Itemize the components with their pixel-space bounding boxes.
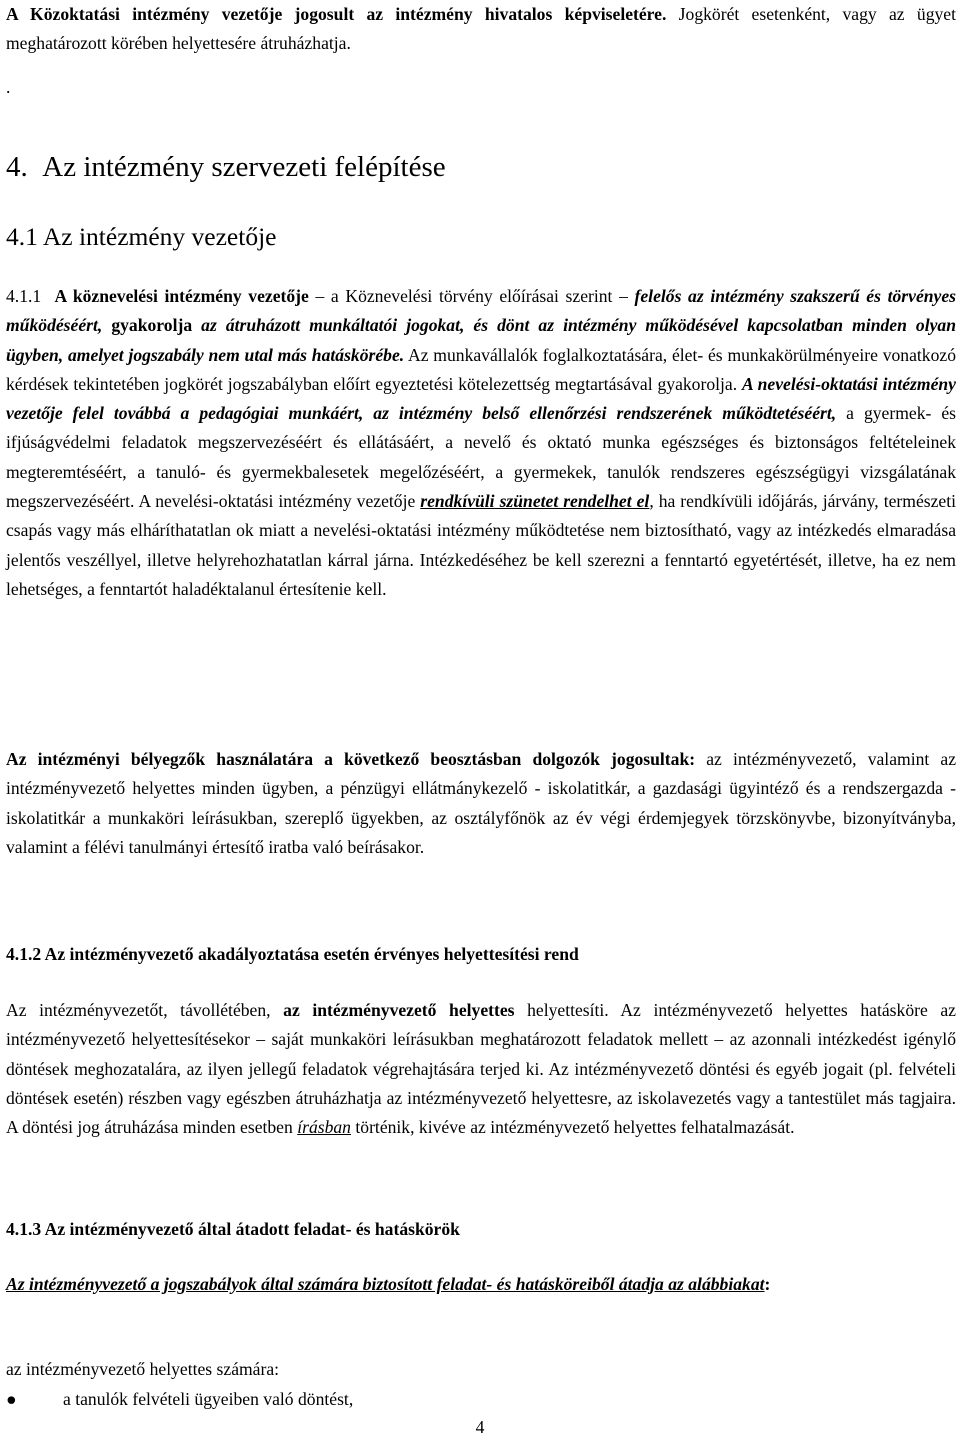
child-protection-text: a gyermek- és ifjúságvédelmi feladatok megszervezéséért és ellátásáért, a nevelő és oktató munka egészséges és biztonságos feltételeinek megteremtéséért, a tanuló- és gyermekbalesetek megelőzéséért, a gyermekek, tanulók rendszeres egészségügyi vizsgálatának megszervezéséért. A nevelési-oktatási intézmény vezetője [6, 403, 956, 512]
stamp-usage-rest-text: az intézményvezető, valamint az intézményvezető helyettes minden ügyben, a pénzügyi ellátmánykezelő - iskolatitkár, a gazdasági ügyintéző és a rendszergazda - iskolatitkár a munkaköri leírásukban, szereplő ügyekben, az osztályfőnök az év végi érdemjegyek törzskönyvbe, bizonyítványba, valamint a félévi tanulmányi értesítő iratba való beírásakor. [6, 749, 957, 857]
deputy-label: az intézményvezető helyettes számára: [6, 1359, 280, 1379]
exercises-text: gyakorolja [102, 315, 202, 336]
section-4-1-title: Az intézmény vezetője [42, 222, 277, 251]
section-4-1-heading [6, 222, 956, 252]
delegation-intro-colon: : [764, 1274, 771, 1294]
section-4-number: 4. [6, 151, 28, 183]
substitution-text-3: történik, kivéve az intézményvezető helyettes felhatalmazását. [350, 1117, 795, 1138]
section-4-1-number: 4.1 [6, 222, 38, 251]
stamp-usage-bold-text: Az intézményi bélyegzők használatára a következő beosztásban dolgozók jogosultak: [6, 749, 696, 769]
section-4-1-2-paragraph [6, 996, 956, 1142]
substitution-text-2: helyettesíti. Az intézményvezető helyettes hatásköre az intézményvezető helyettesítésekor – saját munkaköri leírásukban meghatározott feladatok mellett – az azonnali intézkedést igénylő döntések meghozatalára, az ilyen jellegű feladatok végrehajtására terjed ki. Az intézményvezető döntési és egyéb jogait (pl. felvételi döntések esetén) részben vagy egészben átruházhatja az intézményvezető helyettesre, az iskolavezetés vagy a tantestület más tagjaira. A döntési jog átruházása minden esetben [6, 1000, 956, 1138]
deputy-bold-text: az intézményvezető helyettes [283, 1000, 515, 1020]
bullet-icon: ● [6, 1389, 17, 1409]
section-4-1-3-heading: 4.1.3 Az intézményvezető által átadott feladat- és hatáskörök [6, 1219, 460, 1239]
intro-bold-text: A Közoktatási intézmény vezetője jogosult az intézmény hivatalos képviseletére. [6, 4, 667, 24]
section-4-1-1-number: 4.1.1 [6, 286, 42, 306]
stray-dot: . [6, 77, 11, 97]
section-4-1-2-heading: 4.1.2 Az intézményvezető akadályoztatása esetén érvényes helyettesítési rend [6, 944, 579, 964]
extraordinary-break-conditions-text: , ha rendkívüli időjárás, járvány, természeti csapás vagy más elháríthatatlan ok miatt a nevelési-oktatási intézmény működtetése nem biztosítható, vagy az intézkedés elmaradása jelentős veszéllyel, illetve helyrehozhatatlan kárral járna. Intézkedéséhez be kell szerezni a fenntartó egyetértését, illetve, ha ez nem lehetséges, a fenntartót haladéktalanul értesítenie kell. [6, 491, 956, 599]
law-reference-text: – a Köznevelési törvény előírásai szerint – [308, 286, 635, 306]
section-4-title: Az intézmény szervezeti felépítése [42, 151, 446, 183]
leader-title-text: A köznevelési intézmény vezetője [54, 286, 309, 306]
substitution-text-1: Az intézményvezetőt, távollétében, [6, 1000, 284, 1020]
page-number: 4 [475, 1417, 485, 1437]
list-item-text: a tanulók felvételi ügyeiben való döntést, [63, 1389, 354, 1409]
employer-rights-text: az átruházott munkáltatói jogokat, és dönt az intézmény működésével kapcsolatban minden olyan ügyben, amelyet jogszabály nem utal más hatáskörébe. [6, 315, 956, 365]
section-4-1-1-paragraph [6, 282, 956, 604]
intro-paragraph [6, 0, 956, 59]
extraordinary-break-text: rendkívüli szünetet rendelhet el [420, 491, 650, 512]
delegation-intro-text: Az intézményvezető a jogszabályok által számára biztosított feladat- és hatásköreiből átadja az alábbiakat [6, 1274, 765, 1294]
employment-text: Az munkavállalók foglalkoztatására, élet- és munkakörülményeire vonatkozó kérdések tekintetében jogkörét jogszabályban előírt egyeztetési kötelezettség megtartásával gyakorolja. [6, 344, 956, 394]
pedagogical-responsibility-text: A nevelési-oktatási intézmény vezetője felel továbbá a pedagógiai munkáért, az intézmény belső ellenőrzési rendszerének működtetéséért, [6, 373, 956, 424]
in-writing-text: írásban [297, 1117, 351, 1138]
intro-rest-text: Jogkörét esetenként, vagy az ügyet meghatározott körében helyettesére átruházhatja. [6, 4, 956, 54]
section-4-heading [6, 150, 956, 184]
responsibility-text: felelős az intézmény szakszerű és törvényes működéséért, [6, 286, 956, 336]
delegation-intro-paragraph [6, 1270, 956, 1299]
stamp-usage-paragraph [6, 745, 956, 862]
